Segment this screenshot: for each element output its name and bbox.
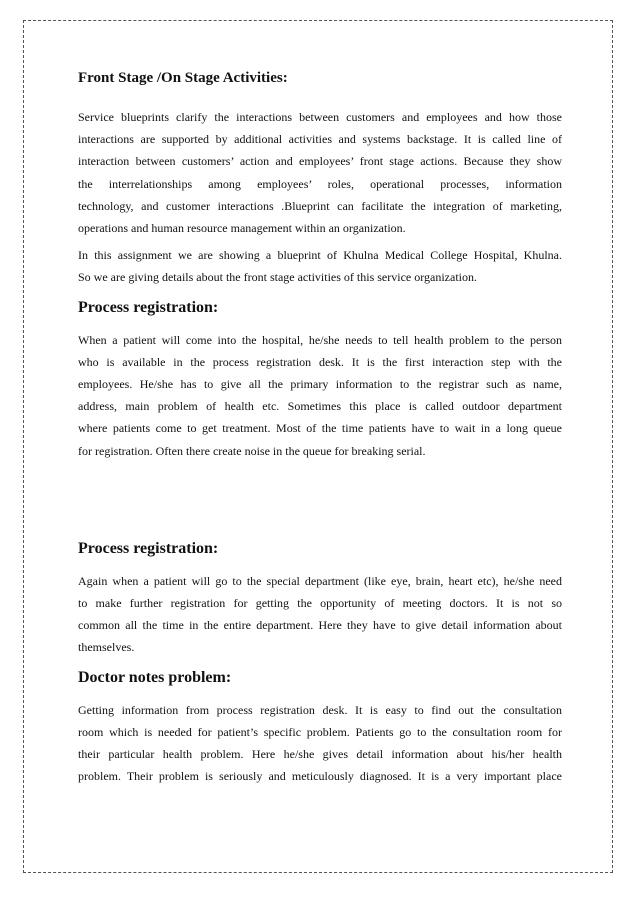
paragraph-service-blueprints xyxy=(78,106,562,239)
heading-process-registration: Process registration: xyxy=(78,298,219,316)
text-line: for registration. Often there create noise in the queue for breaking serial. xyxy=(78,443,426,458)
text-line: the interrelationships among employees’ roles, operational processes, information xyxy=(78,176,562,191)
text-line: their particular health problem. Here he/she gives detail information about his/her health xyxy=(78,747,562,762)
heading-process-registration-2: Process registration: xyxy=(78,539,219,557)
text-line: common all the time in the entire department. Here they have to give detail information about xyxy=(78,618,562,633)
text-line: address, main problem of health etc. Sometimes this place is called outdoor department xyxy=(78,399,562,414)
text-line: Service blueprints clarify the interactions between customers and employees and how those xyxy=(78,110,562,124)
heading-front-stage: Front Stage /On Stage Activities: xyxy=(78,70,288,86)
text-line: who is available in the process registration desk. It is the first interaction step with the xyxy=(78,354,562,369)
text-line: technology, and customer interactions .Blueprint can facilitate the integration of marketing, xyxy=(78,198,562,213)
text-line: to make further registration for getting the opportunity of meeting doctors. It is not so xyxy=(78,596,562,611)
text-line: Again when a patient will go to the special department (like eye, brain, heart etc), he/she need xyxy=(78,573,562,588)
text-line: Getting information from process registration desk. It is easy to find out the consultation xyxy=(78,702,562,717)
text-line: operations and human resource management within an organization. xyxy=(78,221,406,236)
paragraph-process-registration xyxy=(78,329,562,462)
text-line: problem. Their problem is seriously and meticulously diagnosed. It is a very important place xyxy=(78,769,562,784)
text-line: room which is needed for patient’s specific problem. Patients go to the consultation room for xyxy=(78,724,562,739)
text-line: where patients come to get treatment. Most of the time patients have to wait in a long queue xyxy=(78,421,562,436)
heading-doctor-notes: Doctor notes problem: xyxy=(78,668,232,686)
paragraph-doctor-notes xyxy=(78,699,562,788)
text-line: In this assignment we are showing a blueprint of Khulna Medical College Hospital, Khulna. xyxy=(78,248,562,263)
text-line: interaction between customers’ action and employees’ front stage actions. Because they show xyxy=(78,154,562,169)
text-line: So we are giving details about the front stage activities of this service organization. xyxy=(78,270,477,285)
text-line: employees. He/she has to give all the primary information to the registrar such as name, xyxy=(78,377,562,392)
paragraph-assignment xyxy=(78,244,562,288)
text-line: When a patient will come into the hospital, he/she needs to tell health problem to the person xyxy=(78,332,562,347)
text-line: themselves. xyxy=(78,640,135,655)
text-line: interactions are supported by additional activities and systems backstage. It is called line of xyxy=(78,132,562,147)
document-body xyxy=(78,68,562,787)
paragraph-special-department xyxy=(78,570,562,659)
